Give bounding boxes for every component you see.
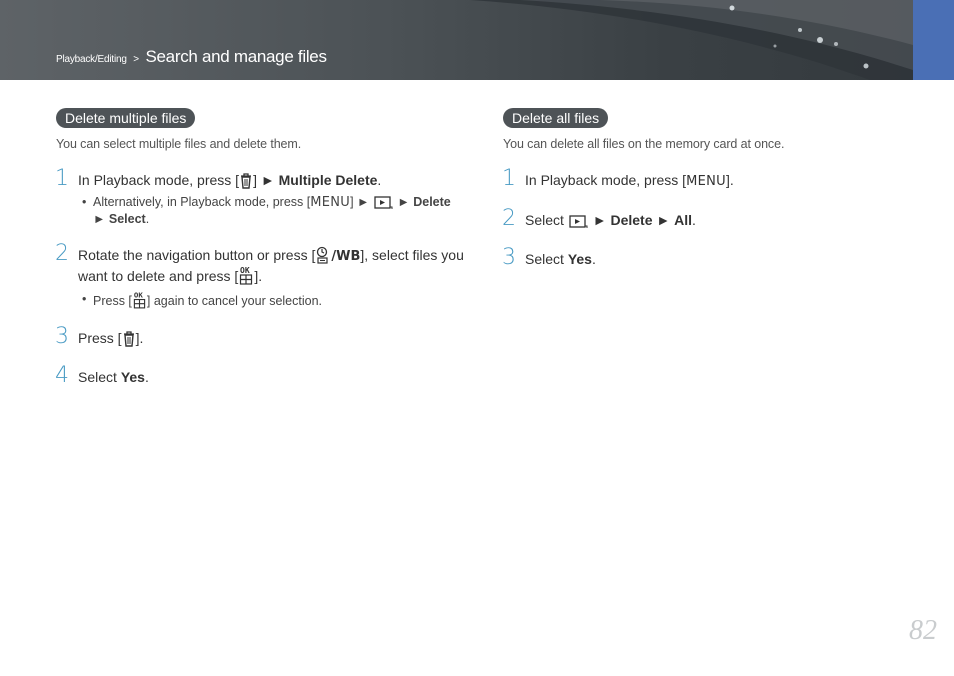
step-bold: Multiple Delete [278,172,378,188]
white-balance-label: /WB [331,249,361,264]
note-text: ► [93,212,109,226]
step-text: ]. [135,330,144,346]
page-number: 82 [909,615,937,646]
step-number: 1 [502,166,516,191]
step-text: Select [525,212,568,228]
section-title: Delete multiple files [56,108,195,128]
step-3 [502,245,903,270]
step-text: Press [ [78,330,122,346]
decorative-swoosh [0,0,913,80]
step-2 [55,241,468,286]
note-text: Alternatively, in Playback mode, press [ [93,195,311,209]
trash-icon [240,172,252,189]
trash-icon [123,330,135,347]
step-bold: Yes [120,369,145,385]
step-1 [502,166,903,191]
playback-mode-icon [569,214,588,229]
step-text: ] ► [253,172,279,188]
svg-text:OK: OK [240,266,250,275]
menu-button-label: MENU [686,174,726,189]
step-text: ]. [254,268,263,284]
menu-button-label: MENU [310,195,351,210]
delete-multiple-section [56,108,468,387]
step-number: 2 [502,206,516,231]
step-text: . [591,251,596,267]
section-intro: You can delete all files on the memory card at once. [503,137,785,151]
step-text: ► [652,212,675,228]
ok-button-icon [133,291,146,309]
step-3 [55,324,468,349]
playback-mode-icon [374,195,393,210]
section-intro: You can select multiple files and delete them. [56,137,302,151]
timer-icon [316,246,330,264]
step-text: ]. [725,172,734,188]
page-header [0,0,954,80]
note-text: ► [393,195,414,209]
step-2-note [56,291,468,309]
step-1-note [56,194,468,227]
step-number: 1 [55,166,69,191]
step-4 [55,363,468,388]
step-number: 2 [55,241,69,266]
note-text: . [145,212,150,226]
note-text: Press [ [93,294,132,308]
step-number: 3 [502,245,516,270]
step-text: Select [525,251,568,267]
note-bold: Select [108,212,146,226]
step-text: Select [78,369,121,385]
step-text: Rotate the navigation button or press [ [78,247,316,263]
section-color-tab [913,0,954,80]
step-text: In Playback mode, press [ [525,172,687,188]
step-number: 4 [55,363,69,388]
step-text: ► [588,212,611,228]
note-text: ] again to cancel your selection. [146,294,323,308]
step-2 [502,206,903,231]
breadcrumb-parent: Playback/Editing [56,54,127,65]
step-bold: All [674,212,693,228]
step-text: . [377,172,382,188]
ok-button-icon [239,266,253,285]
breadcrumb-current: Search and manage files [145,47,327,66]
step-text: . [692,212,696,228]
step-text: In Playback mode, press [ [78,172,240,188]
delete-all-section [503,108,903,269]
note-text: ] ► [350,195,373,209]
note-bold: Delete [413,195,451,209]
step-1 [55,166,468,191]
section-title: Delete all files [503,108,608,128]
step-bold: Delete [610,212,653,228]
breadcrumb [56,47,327,67]
bullet-dot: • [82,195,87,209]
step-number: 3 [55,324,69,349]
breadcrumb-separator: > [133,54,140,65]
bullet-dot: • [82,292,87,306]
svg-text:OK: OK [133,291,143,300]
step-text: ], select files you want to delete and press [ [78,247,464,284]
step-text: . [144,369,149,385]
step-bold: Yes [567,251,592,267]
